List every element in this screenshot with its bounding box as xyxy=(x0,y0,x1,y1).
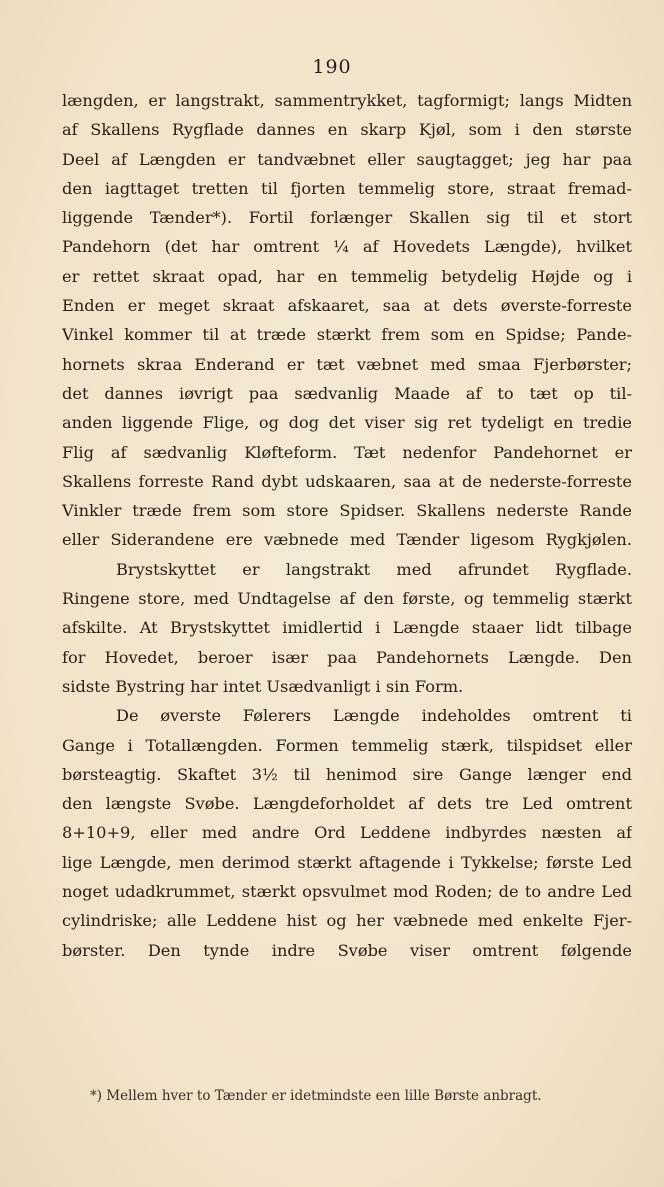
text-line: Vinkler træde frem som store Spidser. Skallens nederste Rande xyxy=(62,501,632,521)
body-text xyxy=(62,86,632,965)
text-line: af Skallens Rygflade dannes en skarp Kjøl, som i den største xyxy=(62,120,632,140)
paragraph-start-line: Brystskyttet er langstrakt med afrundet Rygflade. xyxy=(116,559,632,579)
text-line: afskilte. At Brystskyttet imidlertid i Længde staaer lidt tilbage xyxy=(62,618,632,638)
text-line: noget udadkrummet, stærkt opsvulmet mod Roden; de to andre Led xyxy=(62,882,632,902)
text-line: liggende Tænder*). Fortil forlænger Skallen sig til et stort xyxy=(62,208,632,228)
text-line: Skallens forreste Rand dybt udskaaren, saa at de nederste-forreste xyxy=(62,471,632,491)
text-line: børsteagtig. Skaftet 3½ til henimod sire Gange længer end xyxy=(62,764,632,784)
paragraph-start-line: De øverste Følerers Længde indeholdes omtrent ti xyxy=(116,706,632,726)
text-line: Enden er meget skraat afskaaret, saa at dets øverste-forreste xyxy=(62,296,632,316)
text-line: Deel af Længden er tandvæbnet eller saugtagget; jeg har paa xyxy=(62,149,632,169)
text-line: cylindriske; alle Leddene hist og her væbnede med enkelte Fjer- xyxy=(62,911,632,931)
text-line: den iagttaget tretten til fjorten temmelig store, straat fremad- xyxy=(62,178,632,198)
text-line: eller Siderandene ere væbnede med Tænder ligesom Rygkjølen. xyxy=(62,530,632,550)
text-line: længden, er langstrakt, sammentrykket, tagformigt; langs Midten xyxy=(62,91,632,110)
text-line: 8+10+9, eller med andre Ord Leddene indbyrdes næsten af xyxy=(62,823,632,843)
text-line: Vinkel kommer til at træde stærkt frem som en Spidse; Pande- xyxy=(62,325,632,345)
text-line: er rettet skraat opad, har en temmelig betydelig Højde og i xyxy=(62,266,632,286)
text-line: den længste Svøbe. Længdeforholdet af dets tre Led omtrent xyxy=(62,794,632,814)
paragraph-end-line: sidste Bystring har intet Usædvanligt i sin Form. xyxy=(62,676,464,696)
text-line: det dannes iøvrigt paa sædvanlig Maade af to tæt op til- xyxy=(62,383,632,403)
text-line: Ringene store, med Undtagelse af den første, og temmelig stærkt xyxy=(62,589,632,609)
page-number: 190 xyxy=(312,56,352,78)
text-line: lige Længde, men derimod stærkt aftagende i Tykkelse; første Led xyxy=(62,852,632,872)
text-line: hornets skraa Enderand er tæt væbnet med smaa Fjerbørster; xyxy=(62,354,632,374)
text-line: Gange i Totallængden. Formen temmelig stærk, tilspidset eller xyxy=(62,735,632,755)
text-line: Pandehorn (det har omtrent ¼ af Hovedets Længde), hvilket xyxy=(62,237,632,257)
text-line: børster. Den tynde indre Svøbe viser omtrent følgende xyxy=(62,940,632,960)
text-line: for Hovedet, beroer især paa Pandehornets Længde. Den xyxy=(62,647,632,667)
footnote: *) Mellem hver to Tænder er idetmindste een lille Børste anbragt. xyxy=(90,1088,542,1104)
text-line: Flig af sædvanlig Kløfteform. Tæt nedenfor Pandehornet er xyxy=(62,442,632,462)
text-line: anden liggende Flige, og dog det viser sig ret tydeligt en tredie xyxy=(62,413,632,433)
